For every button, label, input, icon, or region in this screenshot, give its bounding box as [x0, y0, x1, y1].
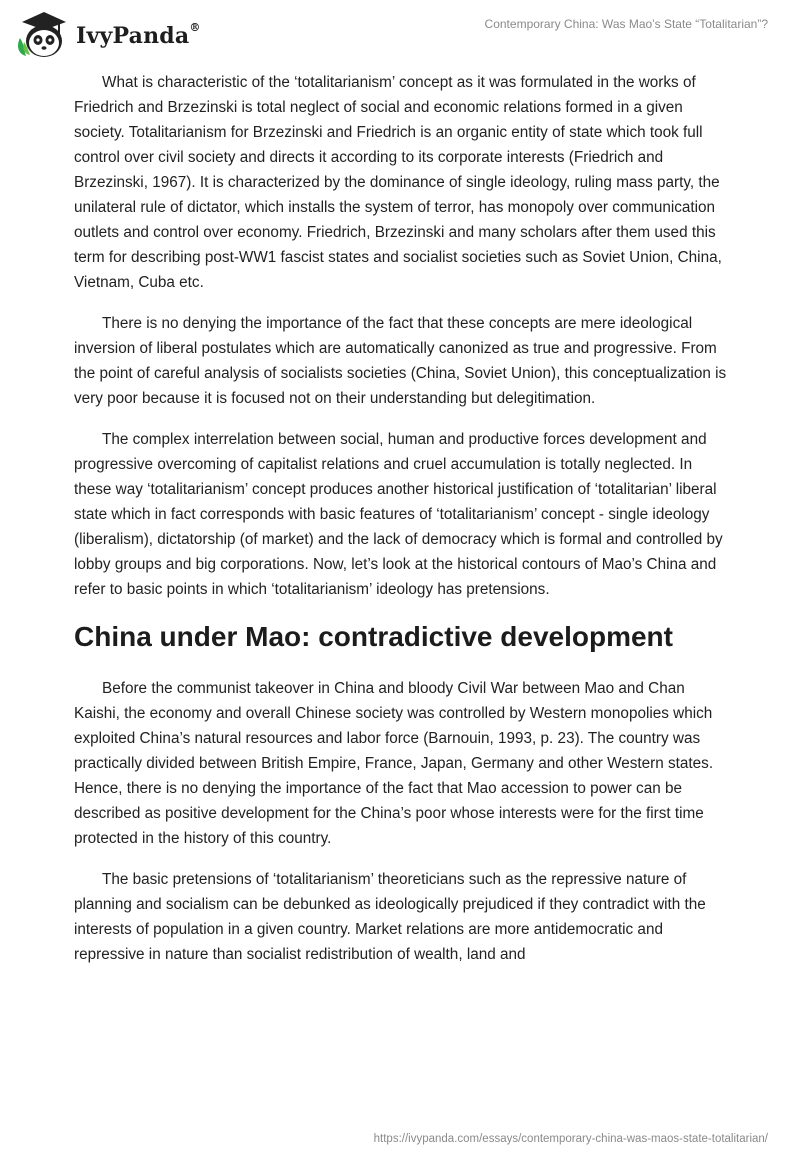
essay-body	[74, 70, 728, 983]
page-header	[0, 0, 800, 72]
brand-name: IvyPanda®	[76, 21, 201, 49]
source-url[interactable]: https://ivypanda.com/essays/contemporary-china-was-maos-state-totalitarian/	[373, 1133, 768, 1145]
paragraph: What is characteristic of the ‘totalitarianism’ concept as it was formulated in the works of Friedrich and Brzezinski is total neglect of social and economic relations formed in a given society. Totalitarianism for Brzezinski and Friedrich is an organic entity of state which took full control over civil society and directs it according to its corporate interests (Friedrich and Brzezinski, 1967). It is characterized by the dominance of single ideology, ruling mass party, the unilateral rule of dictator, which installs the system of terror, has monopoly over communication outlets and control over economy. Friedrich, Brzezinski and many scholars after them used this term for describing post-WW1 fascist states and socialist societies such as Soviet Union, China, Vietnam, Cuba etc.	[74, 74, 722, 291]
section-heading: China under Mao: contradictive development	[74, 621, 673, 652]
document-title: Contemporary China: Was Mao’s State “Totalitarian”?	[484, 17, 768, 31]
paragraph: There is no denying the importance of the fact that these concepts are mere ideological inversion of liberal postulates which are automatically canonized as true and progressive. From the point of careful analysis of socialists societies (China, Soviet Union), this conceptualization is very poor because it is focused not on their understanding but delegitimation.	[74, 315, 727, 407]
panda-graduate-icon	[14, 8, 70, 60]
ivypanda-logo[interactable]	[14, 8, 201, 60]
paragraph: The complex interrelation between social, human and productive forces development and progressive overcoming of capitalist relations and cruel accumulation is totally neglected. In these way ‘totalitarianism’ concept produces another historical justification of ‘totalitarian’ liberal state which in fact corresponds with basic features of ‘totalitarianism’ concept - single ideology (liberalism), dictatorship (of market) and the lack of democracy which is formal and controlled by lobby groups and big corporations. Now, let’s look at the historical contours of Mao’s China and refer to basic points in which ‘totalitarianism’ ideology has pretensions.	[74, 431, 723, 598]
paragraph: The basic pretensions of ‘totalitarianism’ theoreticians such as the repressive nature of planning and socialism can be debunked as ideologically prejudiced if they contradict with the interests of population in a given country. Market relations are more antidemocratic and repressive in nature than socialist redistribution of wealth, land and	[74, 871, 706, 963]
paragraph: Before the communist takeover in China and bloody Civil War between Mao and Chan Kaishi, the economy and overall Chinese society was controlled by Western monopolies which exploited China’s natural resources and labor force (Barnouin, 1993, p. 23). The country was practically divided between British Empire, France, Japan, Germany and other Western states. Hence, there is no denying the importance of the fact that Mao accession to power can be described as positive development for the China’s poor whose interests were for the first time protected in the history of this country.	[74, 680, 714, 847]
